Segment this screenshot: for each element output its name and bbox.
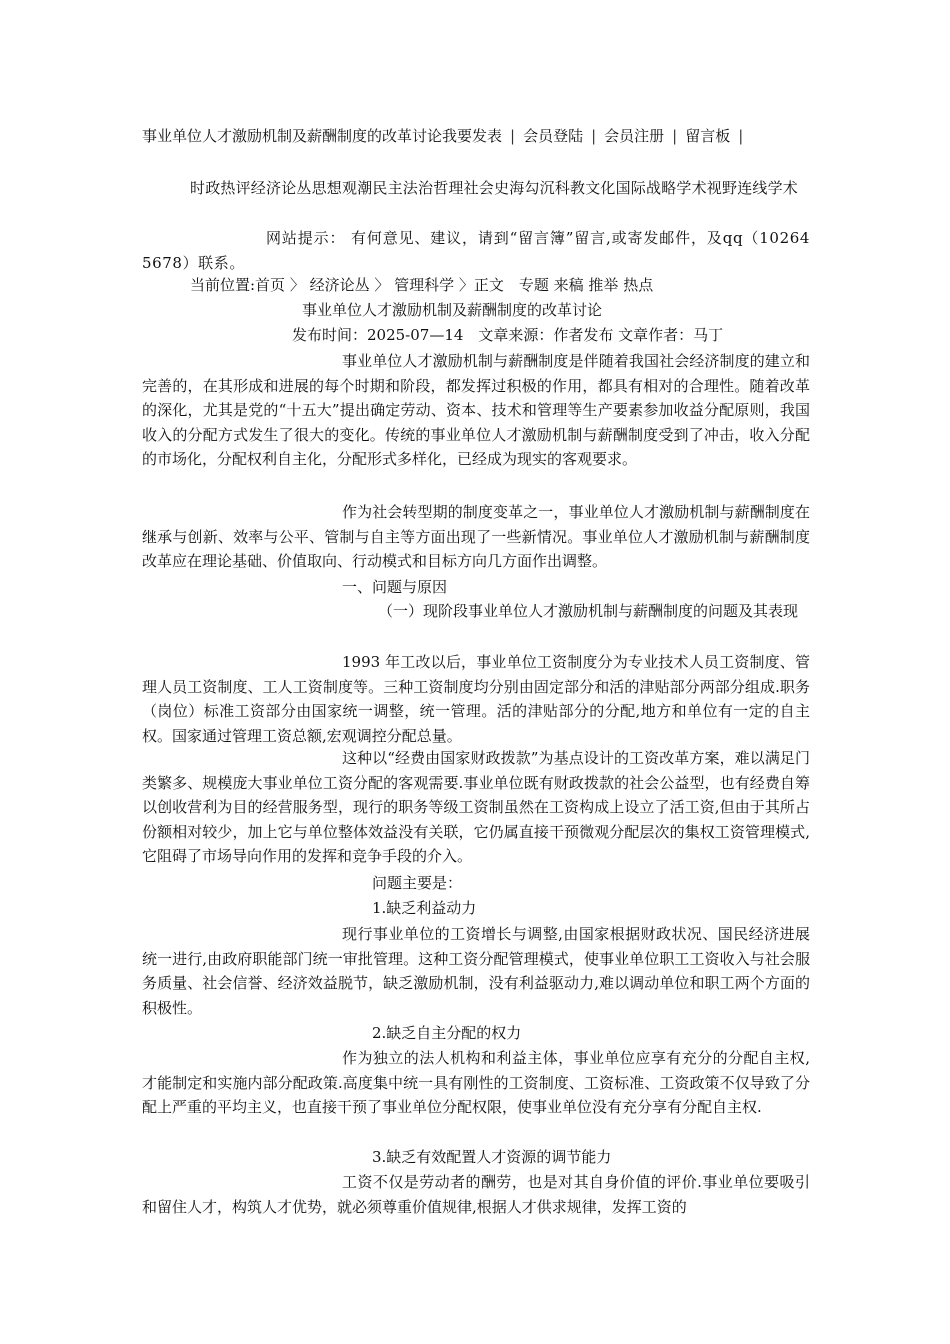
separator: | (510, 127, 516, 145)
article-title: 事业单位人才激励机制及薪酬制度的改革讨论 (302, 301, 603, 319)
separator: | (738, 127, 744, 145)
article-paragraph: 作为社会转型期的制度变革之一，事业单位人才激励机制与薪酬制度在继承与创新、效率与公平、管制与自主等方面出现了一些新情况。事业单位人才激励机制与薪酬制度改革应在理论基础、价值取向、行动模式和目标方向几方面作出调整。 (142, 503, 810, 570)
article-paragraph: 这种以“经费由国家财政拨款”为基点设计的工资改革方案，难以满足门类繁多、规模庞大事业单位工资分配的客观需要.事业单位既有财政拨款的社会公益型，也有经费自筹以创收营利为目的经营服务型，现行的职务等级工资制虽然在工资构成上设立了活工资,但由于其所占份额相对较少，加上它与单位整体效益没有关联，它仍属直接干预微观分配层次的集权工资管理模式,它阻碍了市场导向作用的发挥和竞争手段的介入。 (142, 749, 810, 865)
subheading: 3.缺乏有效配置人才资源的调节能力 (372, 1148, 612, 1166)
subheading: 2.缺乏自主分配的权力 (372, 1024, 522, 1042)
list-intro: 问题主要是： (372, 874, 463, 892)
login-link[interactable]: 会员登陆 (523, 127, 584, 145)
separator: | (591, 127, 597, 145)
subsection-heading: （一）现阶段事业单位人才激励机制与薪酬制度的问题及其表现 (378, 602, 799, 620)
article-paragraph: 1993 年工改以后，事业单位工资制度分为专业技术人员工资制度、管理人员工资制度、工人工资制度等。三种工资制度均分别由固定部分和活的津贴部分两部分组成.职务（岗位）标准工资部分由国家统一调整，统一管理。活的津贴部分的分配,地方和单位有一定的自主权。国家通过管理工资总额,宏观调控分配总量。 (142, 653, 810, 745)
section-heading: 一、问题与原因 (342, 578, 448, 596)
page-header-title: 事业单位人才激励机制及薪酬制度的改革讨论我要发表 (142, 127, 503, 145)
article-paragraph: 事业单位人才激励机制与薪酬制度是伴随着我国社会经济制度的建立和完善的，在其形成和进展的每个时期和阶段，都发挥过积极的作用，都具有相对的合理性。随着改革的深化，尤其是党的“十五大”提出确定劳动、资本、技术和管理等生产要素参加收益分配原则，我国收入的分配方式发生了很大的变化。传统的事业单位人才激励机制与薪酬制度受到了冲击，收入分配的市场化，分配权利自主化，分配形式多样化，已经成为现实的客观要求。 (142, 352, 810, 468)
article-paragraph: 工资不仅是劳动者的酬劳，也是对其自身价值的评价.事业单位要吸引和留住人才，构筑人才优势，就必须尊重价值规律,根据人才供求规律，发挥工资的 (142, 1173, 810, 1216)
site-notice: 网站提示： 有何意见、建议，请到“留言簿”留言,或寄发邮件，及qq（102645678）联系。 (142, 229, 810, 272)
subheading: 1.缺乏利益动力 (372, 899, 477, 917)
article-paragraph: 现行事业单位的工资增长与调整,由国家根据财政状况、国民经济进展统一进行,由政府职能部门统一审批管理。这种工资分配管理模式，使事业单位职工工资收入与社会服务质量、社会信誉、经济效益脱节，缺乏激励机制，没有利益驱动力,难以调动单位和职工两个方面的积极性。 (142, 925, 810, 1017)
category-nav[interactable]: 时政热评经济论丛思想观潮民主法治哲理社会史海勾沉科教文化国际战略学术视野连线学术 (190, 179, 799, 197)
article-paragraph: 作为独立的法人机构和利益主体，事业单位应享有充分的分配自主权,才能制定和实施内部分配政策.高度集中统一具有刚性的工资制度、工资标准、工资政策不仅导致了分配上严重的平均主义，也直接干预了事业单位分配权限，使事业单位没有充分享有分配自主权. (142, 1049, 810, 1116)
article-meta: 发布时间：2025-07—14 文章来源：作者发布 文章作者：马丁 (292, 326, 724, 344)
breadcrumb[interactable]: 当前位置:首页 〉 经济论丛 〉 管理科学 〉正文 专题 来稿 推举 热点 (190, 276, 654, 294)
guestbook-link[interactable]: 留言板 (685, 127, 731, 145)
separator: | (672, 127, 678, 145)
register-link[interactable]: 会员注册 (604, 127, 665, 145)
site-header (142, 124, 810, 149)
